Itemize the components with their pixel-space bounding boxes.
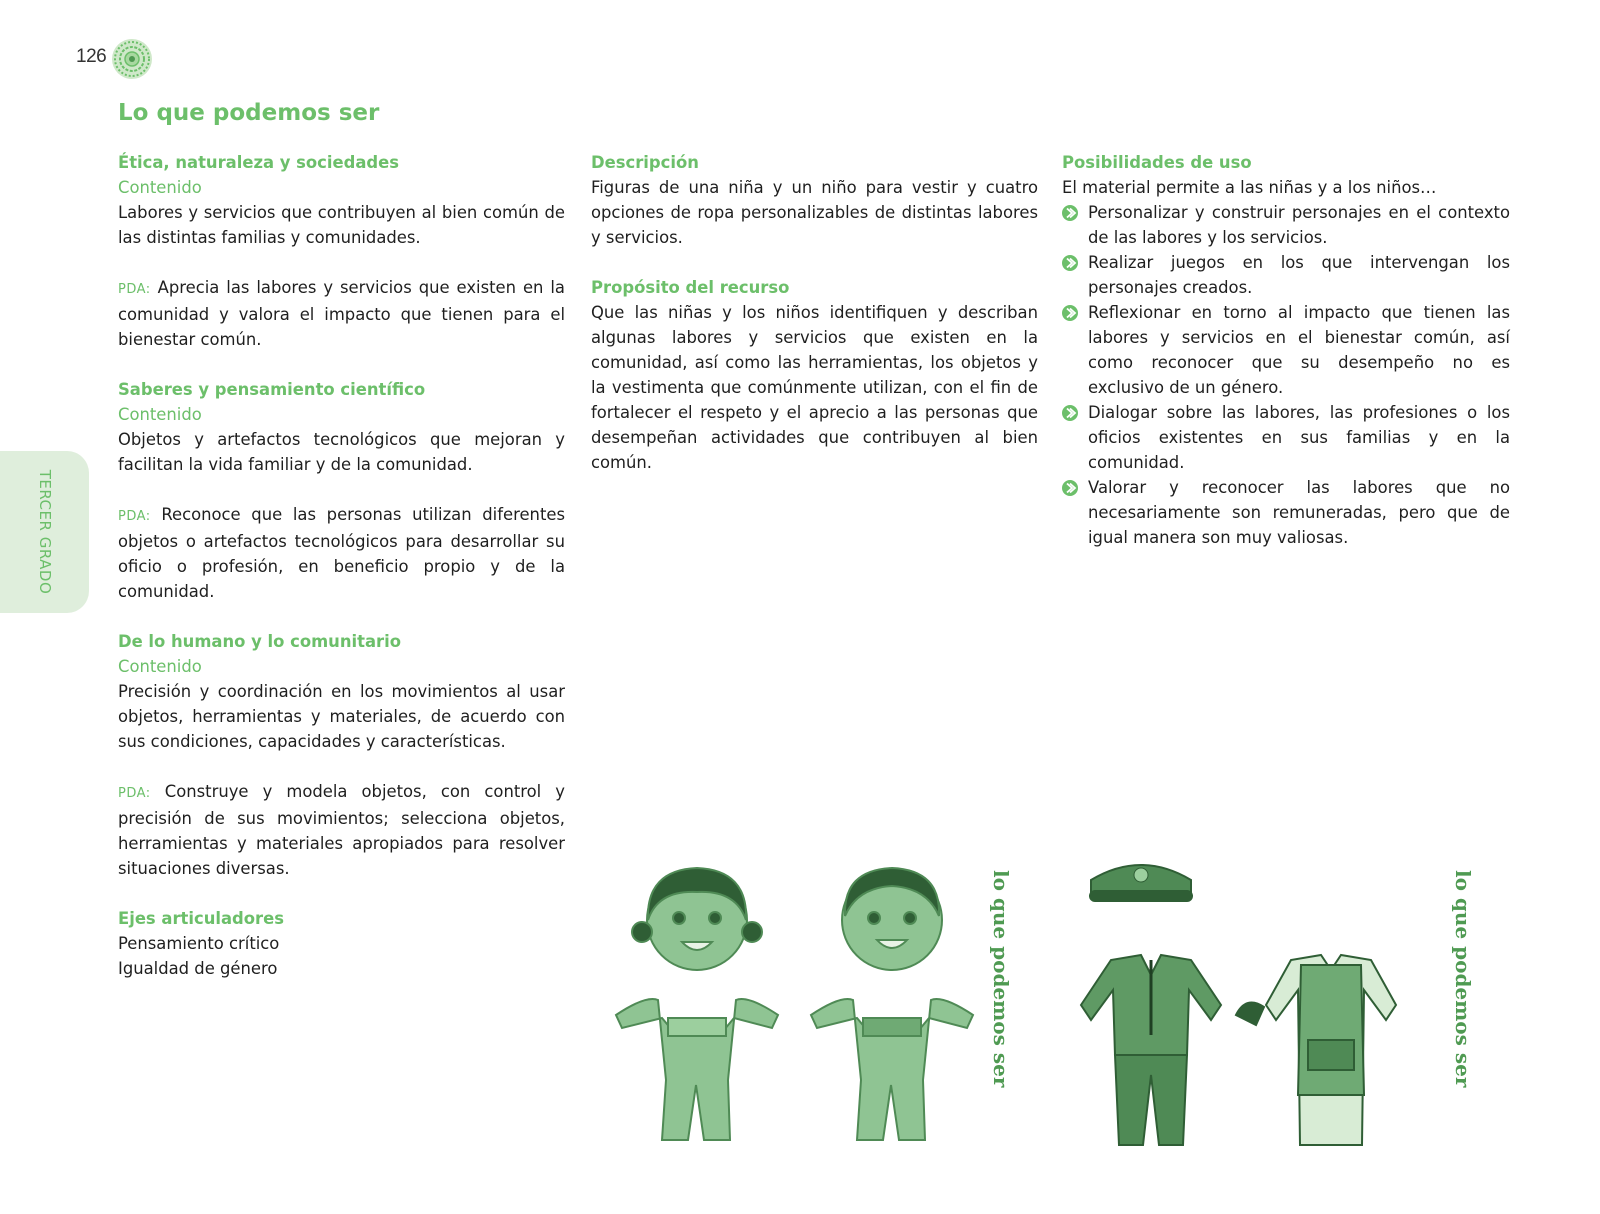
proposito-heading: Propósito del recurso bbox=[591, 278, 790, 297]
descripcion-text: Figuras de una niña y un niño para vestir y cuatro opciones de ropa personalizables de distintas labores y servicios. bbox=[591, 178, 1038, 247]
police-cap bbox=[1089, 865, 1193, 902]
pda-paragraph bbox=[118, 779, 565, 881]
chevron-right-icon bbox=[1062, 480, 1078, 496]
list-item: Realizar juegos en los que intervengan los personajes creados. bbox=[1062, 250, 1510, 300]
section-content: Labores y servicios que contribuyen al bien común de las distintas familias y comunidades. bbox=[118, 203, 565, 247]
pda-text: Reconoce que las personas utilizan diferentes objetos o artefactos tecnológicos para desarrollar su oficio o profesión, en beneficio propio y de la comunidad. bbox=[118, 505, 565, 601]
page-title: Lo que podemos ser bbox=[118, 100, 380, 126]
section-sub: Contenido bbox=[118, 405, 202, 424]
chevron-right-icon bbox=[1062, 205, 1078, 221]
uses-heading: Posibilidades de uso bbox=[1062, 153, 1252, 172]
pda-text: Construye y modela objetos, con control y precisión de sus movimientos; selecciona objetos, herramientas y materiales apropiados para resolver situaciones diversas. bbox=[118, 782, 565, 878]
grade-label: TERCER GRADO bbox=[35, 469, 54, 595]
section-heading: Ética, naturaleza y sociedades bbox=[118, 153, 400, 172]
pda-label: PDA: bbox=[118, 509, 151, 524]
eje-item: Igualdad de género bbox=[118, 959, 278, 978]
pda-paragraph bbox=[118, 275, 565, 352]
section-heading: De lo humano y lo comunitario bbox=[118, 632, 401, 651]
section-heading: Saberes y pensamiento científico bbox=[118, 380, 426, 399]
section-content: Precisión y coordinación en los movimientos al usar objetos, herramientas y materiales, de acuerdo con sus condiciones, capacidades y características. bbox=[118, 682, 565, 751]
pda-label: PDA: bbox=[118, 282, 151, 297]
column-description bbox=[591, 150, 1038, 475]
chevron-right-icon bbox=[1062, 305, 1078, 321]
grade-side-tab bbox=[0, 451, 89, 613]
paper-dolls-illustration bbox=[596, 850, 1556, 1150]
list-item: Valorar y reconocer las labores que no necesariamente son remuneradas, pero que de igual manera son muy valiosas. bbox=[1062, 475, 1510, 550]
column-uses bbox=[1062, 150, 1510, 550]
stylist-apron bbox=[1236, 955, 1396, 1145]
mandala-icon bbox=[111, 38, 153, 80]
descripcion-heading: Descripción bbox=[591, 153, 699, 172]
chevron-right-icon bbox=[1062, 405, 1078, 421]
section-sub: Contenido bbox=[118, 657, 202, 676]
column-fields bbox=[118, 150, 565, 981]
police-uniform bbox=[1081, 955, 1221, 1145]
proposito-text: Que las niñas y los niños identifiquen y describan algunas labores y servicios que existen en la comunidad, así como las herramientas, los objetos y la vestimenta que comúnmente utilizan, con el fin de fortalecer el respeto y el aprecio a las personas que desempeñan actividades que contribuyen al bien común. bbox=[591, 303, 1038, 472]
girl-figure bbox=[616, 868, 778, 1140]
uses-intro: El material permite a las niñas y a los niños… bbox=[1062, 178, 1437, 197]
list-item: Reflexionar en torno al impacto que tienen las labores y servicios en el bienestar común, así como reconocer que su desempeño no es exclusivo de un género. bbox=[1062, 300, 1510, 400]
list-item: Personalizar y construir personajes en el contexto de las labores y los servicios. bbox=[1062, 200, 1510, 250]
list-item: Dialogar sobre las labores, las profesiones o los oficios existentes en sus familias y en la comunidad. bbox=[1062, 400, 1510, 475]
page-number: 126 bbox=[76, 46, 107, 67]
uses-list bbox=[1062, 200, 1510, 550]
pda-paragraph bbox=[118, 502, 565, 604]
section-content: Objetos y artefactos tecnológicos que mejoran y facilitan la vida familiar y de la comunidad. bbox=[118, 430, 565, 474]
chevron-right-icon bbox=[1062, 255, 1078, 271]
pda-label: PDA: bbox=[118, 786, 151, 801]
brand-vertical-text: lo que podemos ser bbox=[1451, 870, 1475, 1088]
brand-vertical-text: lo que podemos ser bbox=[989, 870, 1013, 1088]
ejes-heading: Ejes articuladores bbox=[118, 909, 285, 928]
pda-text: Aprecia las labores y servicios que existen en la comunidad y valora el impacto que tienen para el bienestar común. bbox=[118, 278, 565, 349]
boy-figure bbox=[811, 868, 973, 1140]
eje-item: Pensamiento crítico bbox=[118, 934, 280, 953]
section-sub: Contenido bbox=[118, 178, 202, 197]
